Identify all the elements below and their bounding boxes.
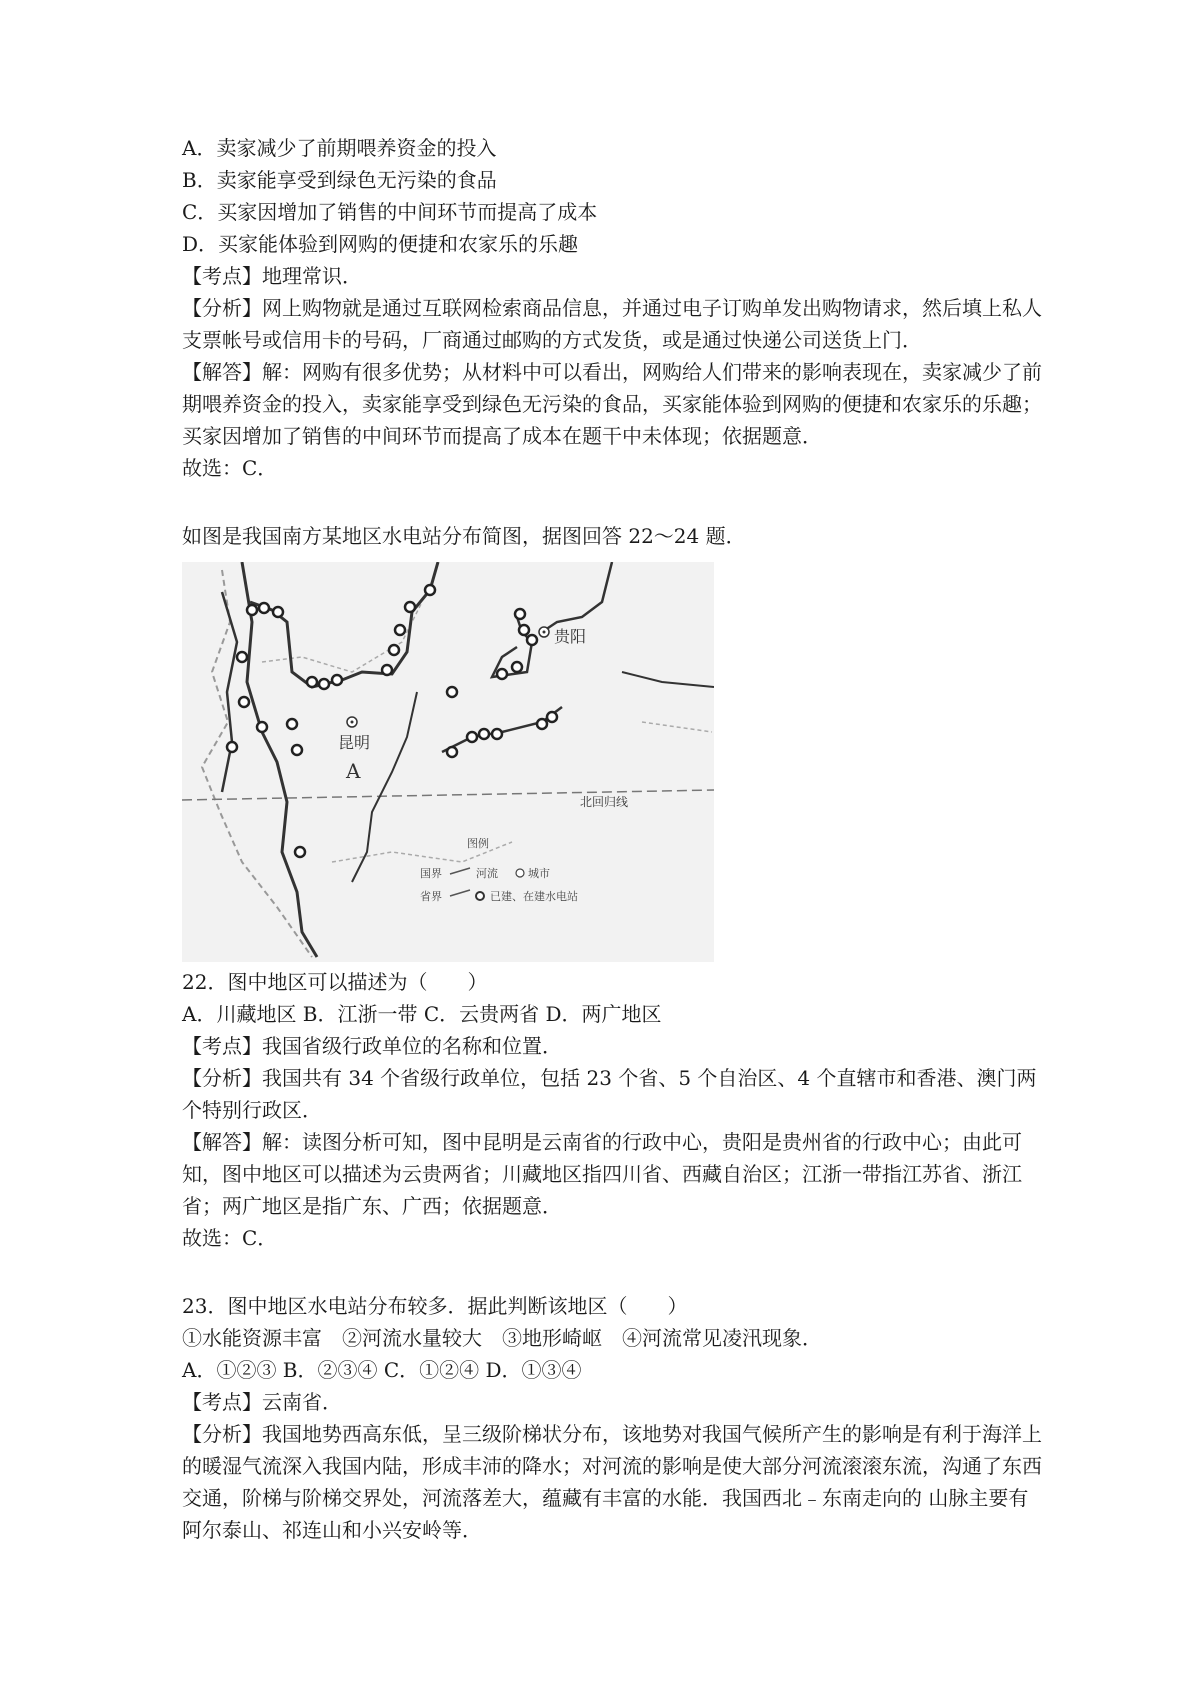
region-a-label: A — [346, 759, 361, 783]
fenxi: 【分析】网上购物就是通过互联网检索商品信息，并通过电子订购单发出购物请求，然后填上私人支票帐号或信用卡的号码，厂商通过邮购的方式发货，或是通过快递公司送货上门． — [182, 296, 1042, 352]
map-svg — [182, 562, 714, 962]
station-marker — [227, 742, 237, 752]
station-marker — [295, 847, 305, 857]
guiyang-label: 贵阳 — [554, 627, 587, 646]
previous-question-block — [182, 132, 1042, 552]
station-marker — [292, 745, 302, 755]
station-marker — [537, 719, 547, 729]
q23-kaodian: 【考点】云南省． — [182, 1390, 342, 1414]
station-marker — [239, 697, 249, 707]
city-marker-dot — [351, 721, 354, 724]
station-marker — [257, 722, 267, 732]
legend-national-border: 国界 — [420, 867, 442, 880]
station-marker — [527, 635, 537, 645]
answer: 故选：C． — [182, 456, 278, 480]
q22-answer: 故选：C． — [182, 1226, 278, 1250]
station-group — [227, 585, 557, 857]
map-legend — [420, 836, 578, 903]
river-far-east — [622, 672, 714, 687]
station-marker — [273, 607, 283, 617]
station-marker — [319, 679, 329, 689]
jieda: 【解答】解：网购有很多优势；从材料中可以看出，网购给人们带来的影响表现在，卖家减少了前期喂养资金的投入，卖家能享受到绿色无污染的食品，买家能体验到网购的便捷和农家乐的乐趣；买家因增加了销售的中间环节而提高了成本在题干中未体现；依据题意． — [182, 360, 1042, 448]
option-a: A．卖家减少了前期喂养资金的投入 — [182, 136, 497, 160]
q22-jieda: 【解答】解：读图分析可知，图中昆明是云南省的行政中心，贵阳是贵州省的行政中心；由此可知，图中地区可以描述为云贵两省；川藏地区指四川省、西藏自治区；江浙一带指江苏省、浙江省；两广地区是指广东、广西；依据题意． — [182, 1130, 1022, 1218]
station-marker — [425, 585, 435, 595]
station-marker — [497, 669, 507, 679]
question-22-block — [182, 966, 1042, 1546]
tropic-line — [182, 790, 714, 800]
q22-kaodian: 【考点】我国省级行政单位的名称和位置． — [182, 1034, 562, 1058]
station-marker — [247, 605, 257, 615]
legend-city-symbol — [516, 869, 524, 877]
option-c: C．买家因增加了销售的中间环节而提高了成本 — [182, 200, 598, 224]
river-central — [352, 692, 417, 882]
station-marker — [547, 712, 557, 722]
legend-title: 图例 — [467, 837, 489, 850]
option-b: B．卖家能享受到绿色无污染的食品 — [182, 168, 497, 192]
station-marker — [467, 732, 477, 742]
national-border — [202, 570, 312, 957]
provincial-border-east — [642, 722, 712, 732]
station-marker — [405, 602, 415, 612]
station-marker — [519, 625, 529, 635]
station-marker — [447, 747, 457, 757]
river-west — [242, 562, 317, 957]
river-north — [250, 562, 438, 687]
legend-station-symbol — [476, 892, 484, 900]
legend-station: 已建、在建水电站 — [490, 890, 578, 903]
station-marker — [447, 687, 457, 697]
q23-items: ①水能资源丰富 ②河流水量较大 ③地形崎岖 ④河流常见凌汛现象． — [182, 1326, 822, 1350]
kaodian: 【考点】地理常识． — [182, 264, 362, 288]
station-marker — [307, 677, 317, 687]
station-marker — [389, 645, 399, 655]
q22-stem: 22．图中地区可以描述为（ ） — [182, 970, 488, 994]
legend-city: 城市 — [528, 867, 550, 880]
city-guiyang — [539, 627, 586, 646]
station-marker — [515, 609, 525, 619]
provincial-border — [262, 602, 422, 672]
city-marker-dot — [543, 631, 546, 634]
legend-river: 河流 — [476, 867, 498, 880]
station-marker — [492, 729, 502, 739]
station-marker — [332, 675, 342, 685]
kunming-label: 昆明 — [338, 733, 371, 752]
river-northeast — [542, 562, 612, 632]
station-marker — [479, 729, 489, 739]
station-marker — [395, 625, 405, 635]
station-marker — [237, 652, 247, 662]
station-marker — [287, 719, 297, 729]
q22-options: A．川藏地区 B．江浙一带 C．云贵两省 D．两广地区 — [182, 1002, 662, 1026]
city-kunming — [338, 717, 370, 752]
q23-options: A．①②③ B．②③④ C．①②④ D．①③④ — [182, 1358, 582, 1382]
legend-provincial-border: 省界 — [420, 890, 442, 903]
hydropower-map — [182, 562, 714, 962]
option-d: D．买家能体验到网购的便捷和农家乐的乐趣 — [182, 232, 579, 256]
station-marker — [512, 662, 522, 672]
q22-fenxi: 【分析】我国共有 34 个省级行政单位，包括 23 个省、5 个自治区、4 个直辖市和香港、澳门两个特别行政区． — [182, 1066, 1037, 1122]
q23-stem: 23．图中地区水电站分布较多．据此判断该地区（ ） — [182, 1294, 688, 1318]
q23-fenxi: 【分析】我国地势西高东低，呈三级阶梯状分布，该地势对我国气候所产生的影响是有利于海洋上的暖湿气流深入我国内陆，形成丰沛的降水；对河流的影响是使大部分河流滚滚东流，沟通了东西交通，阶梯与阶梯交界处，河流落差大，蕴藏有丰富的水能．我国西北﹣东南走向的 山脉主要有阿尔泰山、祁连山和小兴安岭等． — [182, 1422, 1042, 1542]
station-marker — [259, 603, 269, 613]
tropic-label: 北回归线 — [580, 795, 629, 809]
legend-river-symbol — [450, 868, 470, 896]
figure-intro: 如图是我国南方某地区水电站分布简图，据图回答 22～24 题． — [182, 524, 746, 548]
station-marker — [382, 665, 392, 675]
